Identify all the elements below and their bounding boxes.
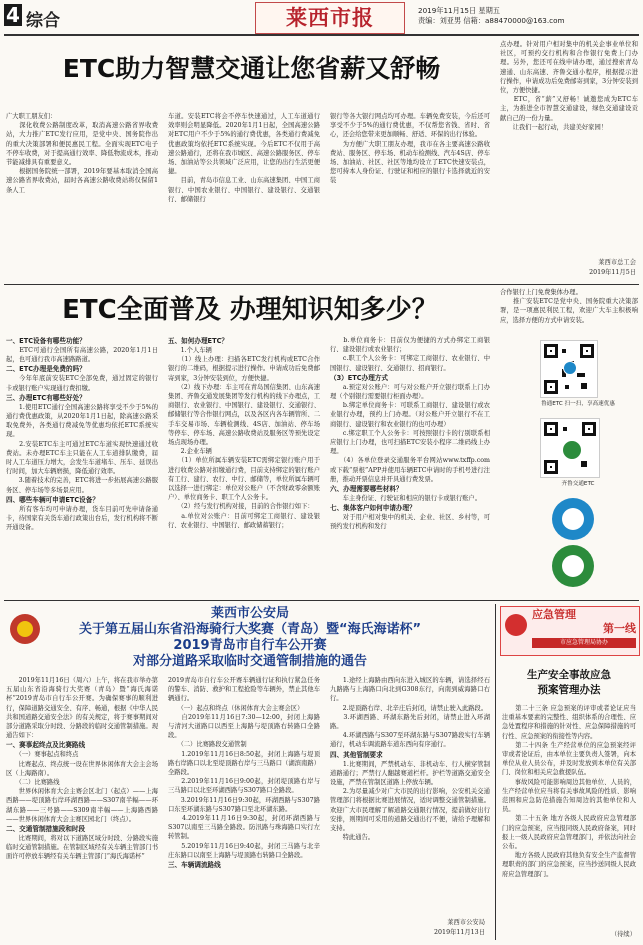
emergency-logo-icon <box>505 614 527 636</box>
page-number: 4 <box>4 4 22 26</box>
qr2-caption: 齐鲁交通ETC <box>561 481 595 487</box>
article3-sec3-heading: 三、车辆调流路线 <box>168 861 221 870</box>
article4-body: 第二十三条 应急预案的评审或者论证应当注重基本要素的完整性、组织体系的合理性、应急处置程序和措施的针对性、应急保障措施的可行性、应急预案的衔接性等内容。 第二十四条 生产经营单位的应急预案经评审或者论证后，由本单位主要负责人签署，向本单位从业人员公布，并及时发放到本单位有关部门、岗位和相关应急救援队伍。 事故风险可能影响周边其他单位、人员的，生产经营单位应当将有关事故风险的性质、影响范围和应急防范措施告知周边的其他单位和人员。 第二十五条 地方各级人民政府应急管理部门的应急预案，应当报同级人民政府备案，同时报上一级人民政府应急管理部门，并依法向社会公布。 地方各级人民政府其他负有安全生产监督管理职责的部门的应急预案，应当抄送同级人民政府应急管理部门。 <box>502 705 636 878</box>
banner-title: 应急管理 <box>532 608 576 621</box>
qr-code-icon <box>540 418 600 478</box>
article1-col2: 车道。安装ETC将会不停车快速通过，人工车道通行效率则会明显降低。2020年1月1日起，全国高速公路对ETC用户不少于5%的通行费优惠，各类通行费减免优惠政策均依托ETC系统实现。今后ETC不仅用于高速公路通行，还将在我市城区、高速公路服务区、停车场、加油站等公共领域广泛应用，让您的出行生活更便捷。 目前，青岛市信息工业、山东高速集团、中国工商银行、中国农业银行、中国银行、建设银行、交通银行、邮储银行 <box>168 113 320 203</box>
qr-code-icon <box>540 340 598 398</box>
etc-logo-inner <box>562 508 584 530</box>
article3-sec1-text: （一）赛事起点和终点 比赛起点、终点统一设在世界休闲体育大会主会场区（上海路南）。 （二）比赛路线 世界休闲体育大会主赛会区北门（起点）——上海西路——堤顶路右岸环湖西路——S307南半幅——环湖东路——三号路——S309南半幅——上海路西路——世界休闲体育大会主赛区园北门（终点）。 <box>6 751 158 823</box>
article2-q5-cont-text: b.单位商务卡：目前仅为便捷的方式办绑定工商银行、建设银行或农业银行； c.职工个人公务卡：可绑定工商银行、农业银行、中国银行、建设银行、交通银行、招商银行。 <box>330 337 490 372</box>
article2-col1 <box>6 336 158 598</box>
article2-col4-text: 合作银行上门免费集体办理。 推广安装ETC是党中央、国务院重大决策部署，是一项惠民利民工程，欢迎广大车主积极响应，选择方便的方式申请安装。 <box>500 289 638 324</box>
date-line: 2019年11月15日 星期五 <box>418 6 500 15</box>
article2-q7-text: 对于用户相对集中的机关、企业、社区、乡村等，可预约发行机构和发行 <box>330 514 490 531</box>
article2-col2 <box>168 336 320 598</box>
article3-title-line3: 对部分道路采取临时交通管制措施的通告 <box>132 654 367 669</box>
article4-continued: （待续） <box>610 931 636 938</box>
article3-sec3-text: 1.途经上海路由西向东进入城区的车辆，请选择经石九路路与上海路口向北到G308东行，向南到威海路口右行。 2.堤顶路右岸、北辛庄后封闭，请禁止驶入此路段。 3.环湖西路、环湖东路先后封闭，请禁止进入环湖路。 4.环湖西路与S307至环湖东路与S307路段实行车辆通行，机动车调流路车道东西向有序通行。 <box>330 677 490 749</box>
article3-org: 莱西市公安局 <box>210 606 289 621</box>
divider-vertical <box>495 604 496 940</box>
article4-title-line1: 生产安全事故应急 <box>527 669 611 681</box>
qilu-logo-inner <box>562 555 584 577</box>
article3-sign-date: 2019年11月13日 <box>434 929 485 936</box>
article2-q6-heading: 六、办理需要哪些材料？ <box>330 485 403 494</box>
editor-line: 责编：刘亚男 信箱：a88470000@163.com <box>418 16 565 25</box>
article2-q1-text: ETC可通行全国所有高速公路，2020年1月1日起，也可通行我市高速路路道。 <box>6 347 158 364</box>
article3-sec4-heading: 四、其他管制要求 <box>330 750 383 759</box>
article3-intro-text: 2019年11月16日（周六）上午，将在我市举办第五届山东省沿海骑行大奖赛（青岛）暨“海氏海诺杯”2019青岛市自行车公开赛。为确保赛事的顺利进行，保障道路交通安全、有序、畅通，根据《中华人民共和国道路交通安全法》的有关规定，将于赛事期间对部分道路采取分时段、分路段的临时交通管制措施。现通告如下： <box>6 677 158 740</box>
article1-title: ETC助力智慧交通让您省薪又舒畅 <box>62 54 441 83</box>
article3-title-line1: 关于第五届山东省沿海骑行大奖赛（青岛）暨“海氏海诺杯” <box>78 622 422 637</box>
banner-sub: 第一线 <box>603 622 636 635</box>
article3-sec2-heading: 二、交通管制措施段和时段 <box>6 825 86 834</box>
article3-sec1-heading: 一、赛事起终点及比赛路线 <box>6 741 86 750</box>
article3-col1 <box>6 676 158 938</box>
article3-col2 <box>168 676 320 938</box>
banner-org: 市应急管理局协办 <box>532 638 636 648</box>
article3-sec2-text: 比赛期间，将对以下道路区域分时段、分路段实施临时交通管制措施。在管制区域经有关车辆主管部门书面许可停放车辆经有关车辆主管部门“海氏海诺杯” <box>6 835 158 861</box>
article2-q6-text: 车主身份证、行驶证和相应的银行卡或银行账户。 <box>330 495 482 503</box>
article4-title-line2: 预案管理办法 <box>537 684 601 696</box>
article2-q5-method-heading: （3）ETC办理方式 <box>330 373 388 382</box>
article2-q1-heading: 一、ETC设备有哪些功能？ <box>6 337 86 345</box>
article2-q4-text: 所有客车均可申请办理，货车目前可先申请备通卡，待国家有关货车通行政策出台后，发行机构将不断开通设备。 <box>6 505 158 532</box>
article2-q5-heading: 五、如何办理ETC？ <box>168 337 228 345</box>
article1-sign-org: 莱西市总工会 <box>598 259 636 266</box>
article3-sec4-text: 1.比赛期间，严禁机动车、非机动车、行人横穿管制道路通行；严禁行人翻越赛道栏杆。护栏等道路交通安全设施，严禁在管制区道路上停放车辆。 2.为尽量减少对广大市民的出行影响，公安机关交通管理部门将根据比赛进展情况，适时调整交通管制措施。欢迎广大市民理解了解道路交通限行情况，提前做好出行安排，则期间可采用的道路交通出行不便，请给予理解和支持。 特此通告。 <box>330 760 490 842</box>
article2-q7-heading: 七、集体客户如何申请办理？ <box>330 504 416 513</box>
article1-col1: 广大职工朋友们： 深化收费公路制度改革，取消高速公路省界收费站，大力推广ETC发行应用，是党中央、国务院作出的重大决策部署和便民惠民工程。全面实现ETC电子不停车收费，对于提高通行效率、降低物流成本，推动节能减排具有重要意义。 根据国务院统一部署，2019年要基本取消全国高速公路省界收费站，届时各高速公路收费站将仅保留1条人工 <box>6 113 158 194</box>
article3-col3 <box>330 676 490 916</box>
article2-q5-method-text: a.预定对公账户：可与对公账户开立银行联系上门办理（个别银行需要银行柜面办理）。 b.绑定单位商务卡：可联系工商银行、建设银行或农业银行办理，预约上门办理。（对公账户开立银行不在工商银行、建设银行和农业银行的也可办理） c.绑定职工个人公务卡：可按照银行卡的行别联系相应银行上门办理，也可扫描ETC安装小程序二维码线上办理。 （4）各单位登录交通服务平台网站www.txffp.com或下载“票根”APP并使用车辆ETC申请时的手机号进行注册，推动开票信息并开具通行费发票。 <box>330 383 490 483</box>
article2-q3-heading: 三、办理ETC有哪些好处？ <box>6 393 86 402</box>
qr1-caption: 鲁通ETC 扫一扫，享高速优惠 <box>541 401 615 407</box>
article1-sign-date: 2019年11月5日 <box>589 269 636 276</box>
article2-q2-heading: 二、ETC办理是免费的吗？ <box>6 365 86 374</box>
article2-q3-text: 1.使用ETC通行全国高速公路将享受不少于5%的通行费优惠政策，从2020年1月1日起，除高速公路采取免费外，各类通行费减免等优惠均依托ETC系统实现。 2.安装ETC车主可通过ETC车道实现快速通过收费站。未办理ETC车主只能在人工车道排队缴费，届时人工车道压力增大，会发生车道堵车、压车、延误出行时间，加大车辆磨损，降低通行效率。 3.随着技术的完善，ETC将进一步拓展高速公路服务区、停车场等多场景应用。 <box>6 403 158 494</box>
newspaper-masthead: 莱西市报 <box>255 2 405 34</box>
article1-col4: 点办理。针对用户相对集中的机关企事业单位和社区，可预约交行机构和合作银行免费上门办理。另外，您还可在线申请办理，通过搜索青岛速通、山东高速、齐鲁交通小程序，根据提示进行操作，申请成功后免费邮寄到家，3分钟安装到位，方便快捷。 ETC，省“薪”又舒畅！诚邀您成为ETC车主，为推进全市智慧交通建设，绿色交通建设贡献自己的一份力量。 让我们一起行动，共建美好家园！ <box>500 41 638 131</box>
article3-sign-org: 莱西市公安局 <box>447 919 485 926</box>
section-name: 综合 <box>26 11 60 31</box>
article2-q5-text: 1.个人车辆 （1）线上办理：扫描各ETC发行机构或ETC合作银行的二维码，根据提示进行操作。申请成功后免费邮寄到家，3分钟安装到位，方便快捷。 （2）线下办理：车主可在青岛国信集团、山东高速集团、齐鲁交通发展集团等发行机构的线下办理点，工商银行、农业银行、中国银行、建设银行、交通银行、邮储银行等合作银行网点，以及各区内各车辆管所、二手车交易市场、车辆检测线、4S店、加油站、停车场等停车、停车场、高速公路收费站及服务区等预先设定场点现场办理。 2.企业车辆 （1）单位所属车辆安装ETC需绑定银行账户用于进行收费公路对扣缴通行费，目前支持绑定的银行账户有工行、建行、农行、中行、邮储等，单位所属车辆可以选择一进行绑定：单位对公账户（不含财政零余额账户）、单位商务卡、职工个人公务卡。 （2）经与发行机构对接，目前的合作银行如下： a.单位对公账户：目前可绑定工商银行、建设银行、农业银行、中国银行、邮政储蓄银行； <box>168 347 320 529</box>
divider-2 <box>4 600 639 601</box>
divider-1 <box>4 284 639 285</box>
article2-q4-heading: 四、哪些车辆可申请ETC设备？ <box>6 495 99 504</box>
article3-sec2-cont-text: 2019青岛市自行车公开赛车辆通行证和执行紧急任务的警车、消防、救护和工程抢险等车辆外，禁止其他车辆通行。 （一）起点和终点（休闲体育大会主赛会区） 自2019年11月16日7:30—12:00，封闭上海路与清河大道路口以西至上海路与堤顶路右转路口全路段。 （二）比赛路段交通管制 1.2019年11月16日8:50起，封闭上海路与堤顶路右岸路口以北至堤顶路右岸与三马路口（湖滨南路）全路段。 2.2019年11月16日9:00起，封闭堤顶路右岸与三马路口以北至环湖西路与S307路口全路段。 3.2019年11月16日9:30起，环湖西路与S307路口东至环湖东路与S307路口至北环湖东路。 4.2019年11月16日9:30起，封闭环湖西路与S307以南至三马路全路段。防汛路与珠海路口实行左转管制。 5.2019年11月16日9:40起，封闭三马路与北辛庄东路口以南至上海路与堤顶路右转路口全路段。 <box>168 677 320 859</box>
article2-col3 <box>330 336 490 598</box>
article2-title: ETC全面普及 办理知识知多少？ <box>62 295 438 325</box>
header-rule <box>4 34 639 36</box>
article3-title-line2: 2019青岛市自行车公开赛 <box>173 638 327 653</box>
article1-col3: 银行等各大银行网点均可办理。车辆免费安装，今后还可享受不少于5%的通行费优惠，不仅帮您省钱、省时、省心，还会给您带来更加顺畅、舒适、环保的出行体验。 为方便广大职工朋友办理，我市在各主要高速公路收费站、服务区、停车场、机动车检测线、汽车4S店、停车场、加油站、社区、社区等地均设立了ETC快速安装点，您可持本人身份证、行驶证和相应的银行卡选择就近的安装 <box>330 113 490 185</box>
article2-q2-text: 今年年底前安装ETC全部免费，通过固定的银行卡或银行账户实现通行费扣缴。 <box>6 375 158 392</box>
